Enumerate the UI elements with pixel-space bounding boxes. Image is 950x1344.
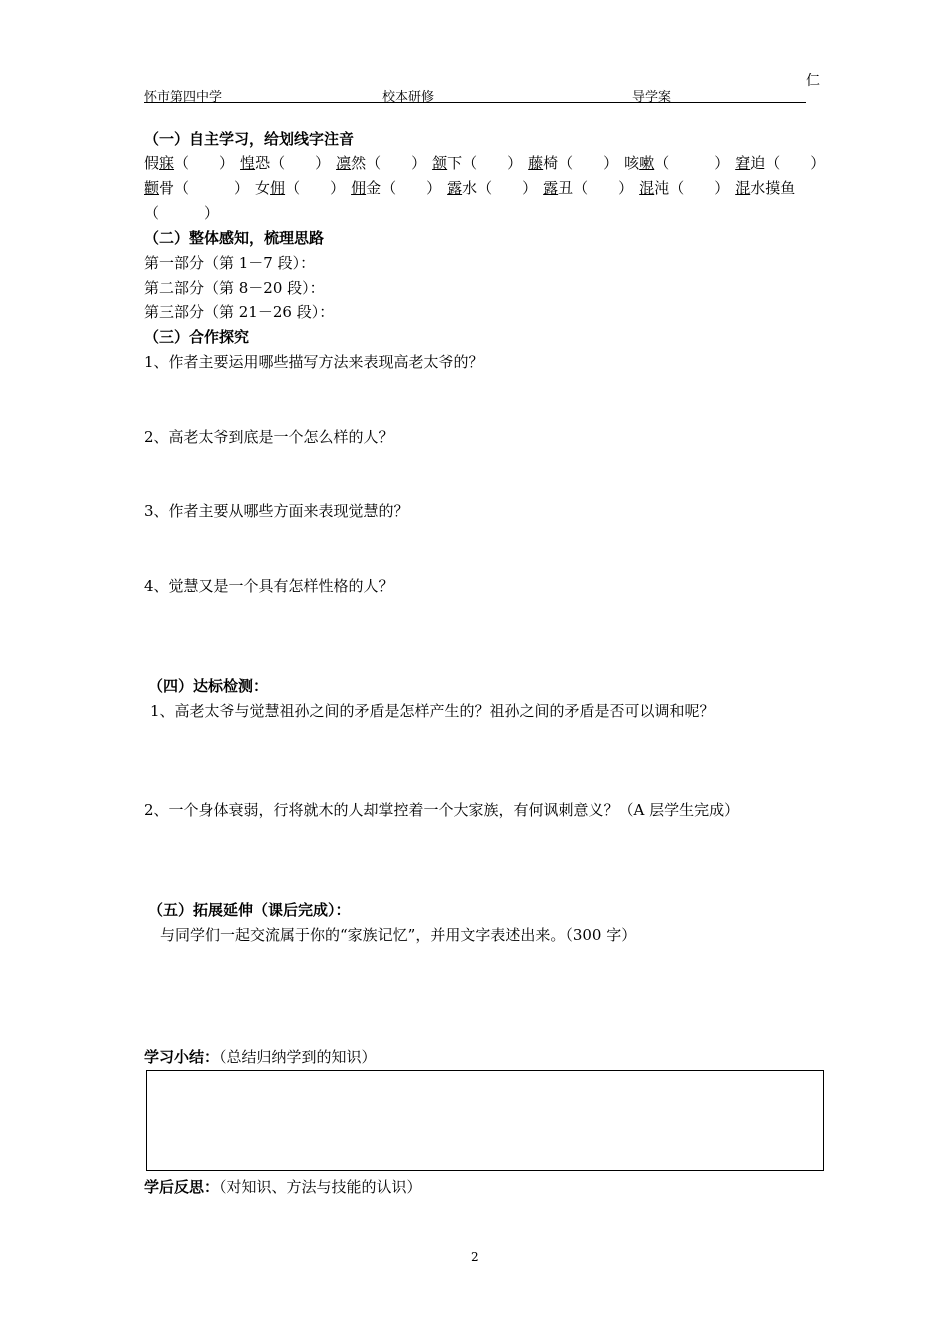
section2-title: （二）整体感知，梳理思路 <box>144 229 325 247</box>
pinyin-item <box>735 154 825 172</box>
pinyin-item <box>735 179 795 197</box>
reflection-label: 学后反思： <box>144 1178 220 1196</box>
underlined-char: 颧 <box>144 179 160 197</box>
pinyin-row-2 <box>144 176 795 200</box>
underlined-char: 佣 <box>351 179 367 197</box>
inquiry-question-3: 3、作者主要从哪些方面来表现觉慧的？ <box>144 502 409 520</box>
header-rule <box>144 102 806 103</box>
test-question-1: 1、高老太爷与觉慧祖孙之间的矛盾是怎样产生的？祖孙之间的矛盾是否可以调和呢？ <box>150 702 715 720</box>
pinyin-item <box>543 179 633 197</box>
underlined-char: 露 <box>543 179 559 197</box>
underlined-char: 窘 <box>735 154 751 172</box>
section5-title: （五）拓展延伸（课后完成）： <box>148 901 351 919</box>
inquiry-question-1: 1、作者主要运用哪些描写方法来表现高老太爷的？ <box>144 353 484 371</box>
underlined-char: 颔 <box>432 154 448 172</box>
pinyin-item <box>351 179 441 197</box>
summary-heading <box>144 1045 377 1069</box>
underlined-char: 惶 <box>240 154 256 172</box>
pinyin-item <box>336 154 426 172</box>
pinyin-row-1 <box>144 151 825 175</box>
header-corner-char: 仁 <box>806 73 820 89</box>
underlined-char: 寐 <box>159 154 175 172</box>
summary-hint: （总结归纳学到的知识） <box>219 1048 377 1066</box>
header-doc-type: 导学案 <box>632 90 672 105</box>
underlined-char: 佣 <box>270 179 286 197</box>
inquiry-question-4: 4、觉慧又是一个具有怎样性格的人？ <box>144 577 394 595</box>
page-number: 2 <box>471 1250 479 1264</box>
pinyin-text: 沌（ ） <box>654 179 730 197</box>
underlined-char: 凛 <box>336 154 352 172</box>
header-category: 校本研修 <box>382 90 435 105</box>
summary-label: 学习小结： <box>144 1048 220 1066</box>
pinyin-text: 丑（ ） <box>558 179 634 197</box>
section3-title: （三）合作探究 <box>144 328 250 346</box>
pinyin-text: （ ） <box>285 179 346 197</box>
pinyin-text: 然（ ） <box>351 154 427 172</box>
pinyin-item <box>432 154 522 172</box>
pinyin-text: 水摸鱼 <box>750 179 796 197</box>
pinyin-item <box>240 154 330 172</box>
underlined-char: 嗽 <box>639 154 655 172</box>
underlined-char: 混 <box>639 179 655 197</box>
underlined-char: 藤 <box>528 154 544 172</box>
section1-title: （一）自主学习，给划线字注音 <box>144 130 355 148</box>
reflection-heading <box>144 1175 422 1199</box>
pinyin-item <box>639 179 729 197</box>
pinyin-item <box>255 179 345 197</box>
header-school: 怀市第四中学 <box>144 90 223 105</box>
pinyin-item <box>144 154 234 172</box>
underlined-char: 露 <box>447 179 463 197</box>
pinyin-text: 女 <box>255 179 271 197</box>
pinyin-text: 金（ ） <box>366 179 442 197</box>
extension-task: 与同学们一起交流属于你的“家族记忆”，并用文字表述出来。（300 字） <box>160 926 637 944</box>
underlined-char: 混 <box>735 179 751 197</box>
pinyin-row-3: （ ） <box>144 204 220 222</box>
summary-answer-box[interactable] <box>146 1070 824 1171</box>
pinyin-text: 咳 <box>624 154 640 172</box>
pinyin-text: （ ） <box>174 154 235 172</box>
pinyin-text: 骨（ ） <box>159 179 250 197</box>
pinyin-item <box>447 179 537 197</box>
pinyin-text: 恐（ ） <box>255 154 331 172</box>
part-2-line: 第二部分（第 8－20 段）： <box>144 279 325 297</box>
test-question-2: 2、一个身体衰弱，行将就木的人却掌控着一个大家族，有何讽刺意义？（A 层学生完成） <box>144 801 740 819</box>
pinyin-text: 水（ ） <box>462 179 538 197</box>
part-1-line: 第一部分（第 1－7 段）： <box>144 254 316 272</box>
inquiry-question-2: 2、高老太爷到底是一个怎么样的人？ <box>144 428 394 446</box>
pinyin-item <box>528 154 618 172</box>
reflection-hint: （对知识、方法与技能的认识） <box>219 1178 422 1196</box>
section4-title: （四）达标检测： <box>148 677 269 695</box>
pinyin-item <box>144 179 249 197</box>
pinyin-text: 下（ ） <box>447 154 523 172</box>
pinyin-text: （ ） <box>654 154 730 172</box>
pinyin-item <box>624 154 729 172</box>
part-3-line: 第三部分（第 21－26 段）： <box>144 303 335 321</box>
pinyin-text: 椅（ ） <box>543 154 619 172</box>
pinyin-text: 假 <box>144 154 160 172</box>
pinyin-text: 迫（ ） <box>750 154 826 172</box>
